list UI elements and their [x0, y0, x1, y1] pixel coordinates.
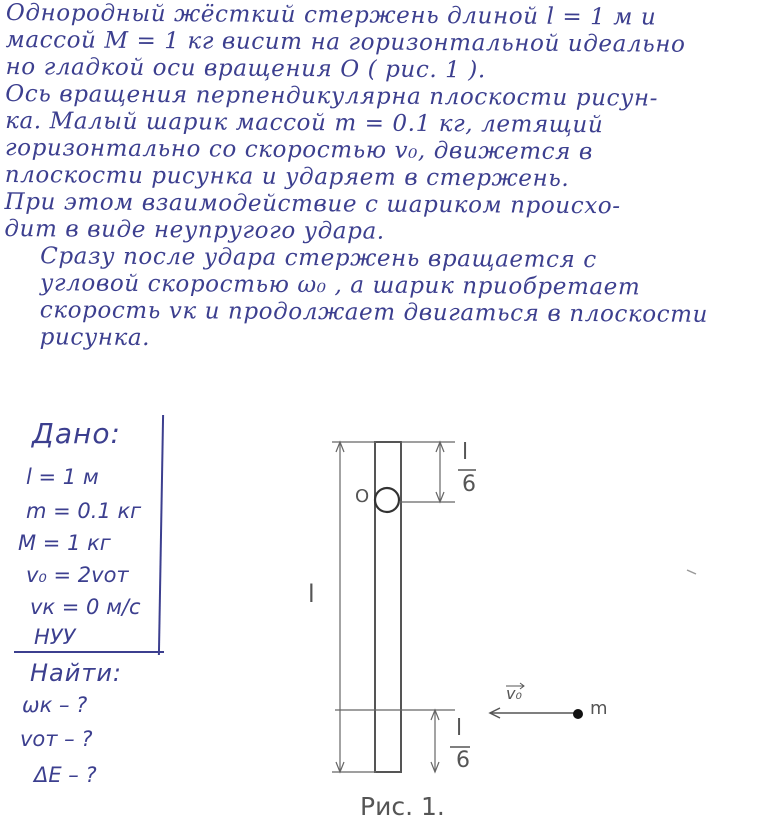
problem-line: плоскости рисунка и ударяет в стержень.	[4, 161, 570, 192]
bottom-fraction-numerator: l	[456, 716, 463, 741]
unknown-item: ΔE – ?	[34, 763, 97, 787]
length-label: l	[308, 580, 315, 608]
problem-line: дит в виде неупругого удара.	[4, 215, 385, 245]
figure-1	[280, 430, 740, 835]
problem-line: но гладкой оси вращения O ( рис. 1 ).	[5, 53, 486, 84]
problem-line: массой M = 1 кг висит на горизонтальной идеально	[5, 26, 686, 58]
pivot-label: O	[355, 486, 370, 507]
problem-line: скорость vк и продолжает двигаться в плоскости	[39, 297, 709, 328]
unknown-item: ωк – ?	[22, 693, 88, 717]
given-section	[0, 415, 170, 835]
pivot-axis	[375, 488, 399, 512]
problem-line: При этом взаимодействие с шариком происхо-	[4, 188, 621, 220]
bottom-fraction-denominator: 6	[456, 748, 470, 773]
given-item: M = 1 кг	[18, 531, 111, 555]
problem-line: горизонтально со скоростью v₀, движется в	[4, 134, 594, 166]
given-title: Дано:	[32, 417, 121, 450]
given-item: v₀ = 2vот	[26, 563, 129, 587]
problem-statement	[4, 0, 778, 356]
rod-diagram	[280, 430, 740, 835]
given-item: m = 0.1 кг	[26, 499, 142, 523]
find-title: Найти:	[30, 659, 123, 687]
problem-line: рисунка.	[39, 324, 151, 352]
problem-line: угловой скоростью ω₀ , а шарик приобретает	[39, 270, 641, 301]
given-item: НУУ	[34, 625, 76, 649]
ball-label: m	[590, 698, 608, 719]
given-item: l = 1 м	[26, 465, 99, 489]
top-fraction-numerator: l	[462, 440, 469, 465]
problem-line: ка. Малый шарик массой m = 0.1 кг, летящий	[5, 107, 604, 139]
problem-line: Сразу после удара стержень вращается с	[40, 243, 597, 274]
top-fraction-denominator: 6	[462, 472, 476, 497]
given-item: vк = 0 м/с	[30, 595, 141, 619]
unknown-item: vот – ?	[20, 727, 93, 751]
ball	[573, 709, 583, 719]
problem-line: Однородный жёсткий стержень длиной l = 1 м и	[5, 0, 657, 31]
given-divider-horizontal	[14, 651, 164, 653]
problem-line: Ось вращения перпендикулярна плоскости рисун-	[5, 80, 659, 112]
figure-caption: Рис. 1.	[360, 792, 445, 821]
given-divider-vertical	[158, 415, 164, 655]
velocity-label: v₀	[506, 684, 522, 703]
